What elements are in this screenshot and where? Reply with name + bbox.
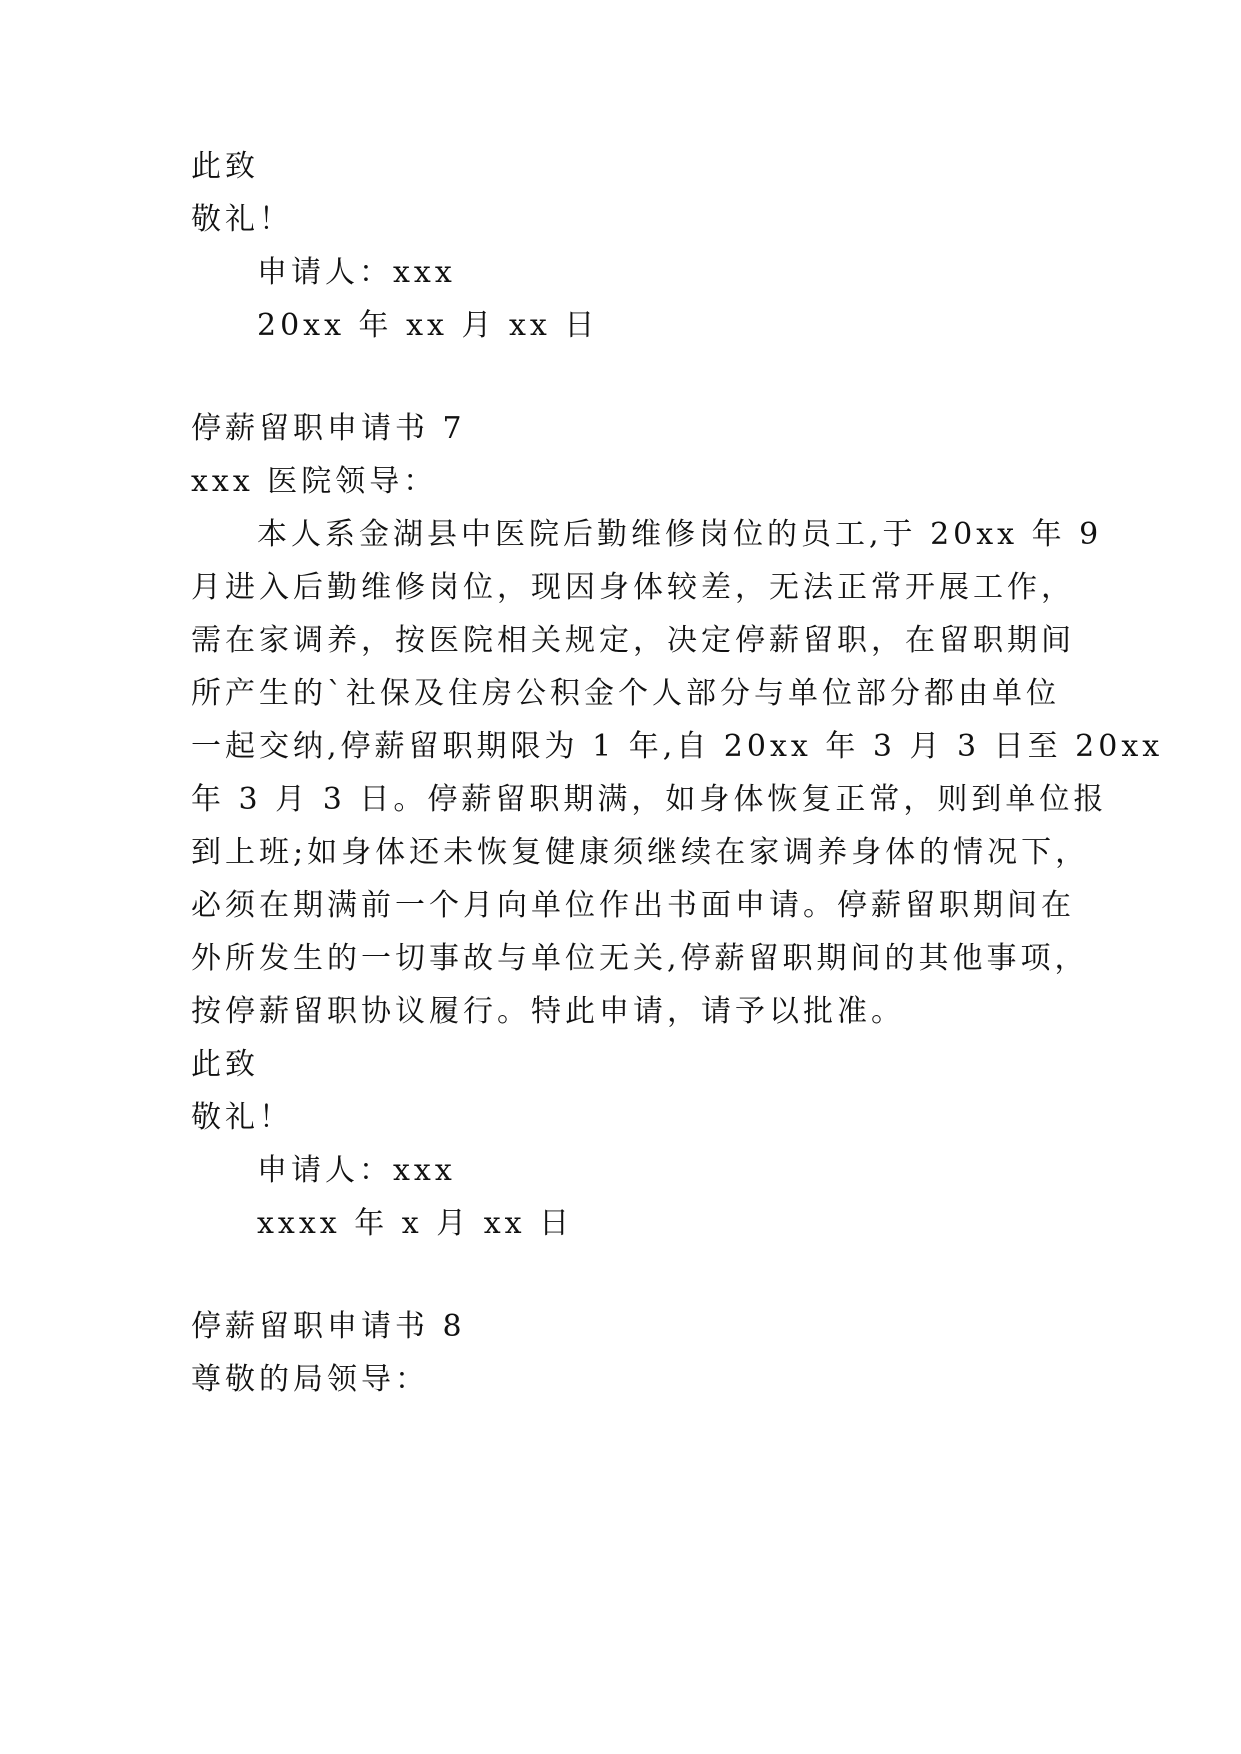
- salutation-line: 敬礼！: [191, 1100, 293, 1135]
- salutation-line: 敬礼！: [191, 202, 293, 237]
- body-line: 按停薪留职协议履行。特此申请，请予以批准。: [191, 994, 905, 1029]
- body-line: 所产生的`社保及住房公积金个人部分与单位部分都由单位: [191, 676, 1060, 711]
- body-line: 本人系金湖县中医院后勤维修岗位的员工,于 20xx 年 9: [257, 517, 1103, 552]
- body-line: 外所发生的一切事故与单位无关,停薪留职期间的其他事项，: [191, 941, 1089, 976]
- letter-title: 停薪留职申请书 8: [191, 1309, 466, 1344]
- applicant-signature: 申请人：xxx: [257, 1153, 456, 1188]
- letter-title: 停薪留职申请书 7: [191, 411, 466, 446]
- body-line: 必须在期满前一个月向单位作出书面申请。停薪留职期间在: [191, 888, 1075, 923]
- body-line: 到上班;如身体还未恢复健康须继续在家调养身体的情况下，: [191, 835, 1090, 870]
- applicant-signature: 申请人：xxx: [257, 255, 456, 290]
- closing-line: 此致: [191, 1047, 259, 1082]
- closing-line: 此致: [191, 149, 259, 184]
- application-date: xxxx 年 x 月 xx 日: [257, 1206, 574, 1241]
- letter-addressee: 尊敬的局领导：: [191, 1362, 429, 1397]
- body-line: 月进入后勤维修岗位，现因身体较差，无法正常开展工作，: [191, 570, 1075, 605]
- application-date: 20xx 年 xx 月 xx 日: [257, 308, 599, 343]
- body-line: 需在家调养，按医院相关规定，决定停薪留职，在留职期间: [191, 623, 1075, 658]
- body-line: 年 3 月 3 日。停薪留职期满，如身体恢复正常，则到单位报: [191, 782, 1108, 817]
- body-line: 一起交纳,停薪留职期限为 1 年,自 20xx 年 3 月 3 日至 20xx: [191, 729, 1164, 764]
- letter-addressee: xxx 医院领导：: [191, 464, 438, 499]
